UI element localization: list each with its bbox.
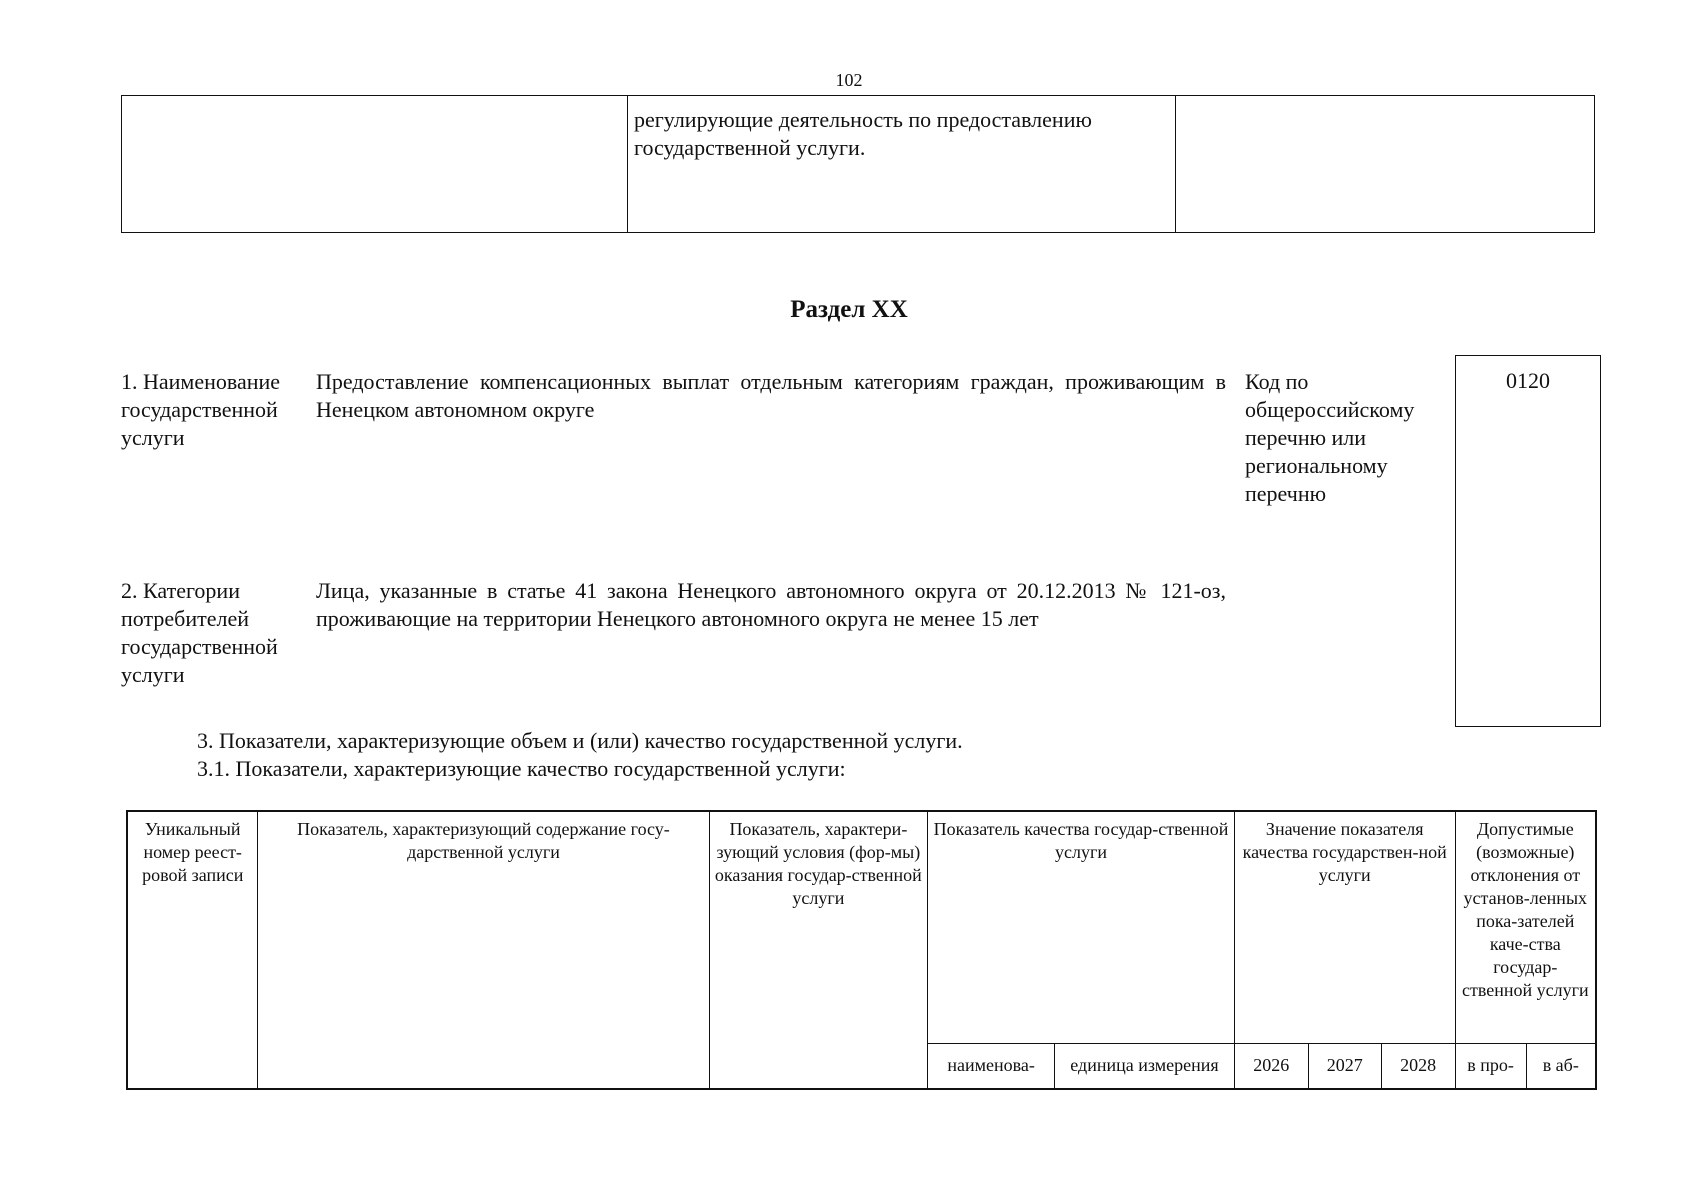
subheader-year-2026: 2026: [1234, 1043, 1308, 1089]
subheader-percent: в про-: [1455, 1043, 1526, 1089]
continuation-cell-empty-right: [1178, 96, 1594, 232]
subheader-name: наименова-: [928, 1043, 1055, 1089]
code-label: Код по общероссийскому перечню или региональному перечню: [1245, 369, 1415, 506]
subheader-year-2027: 2027: [1308, 1043, 1381, 1089]
quality-indicators-table: [126, 810, 1597, 1090]
page-number: 102: [835, 70, 863, 90]
header-content-indicator: Показатель, характеризующий содержание госу-дарственной услуги: [258, 811, 709, 1089]
header-quality-value: Значение показателя качества государствен-ной услуги: [1234, 811, 1455, 1043]
header-deviations: Допустимые (возможные) отклонения от установ-ленных пока-зателей каче-ства государ-ственной услуги: [1455, 811, 1596, 1043]
paragraph-3-1: 3.1. Показатели, характеризующие качество государственной услуги:: [197, 756, 846, 781]
subheader-absolute: в аб-: [1526, 1043, 1596, 1089]
continuation-cell-empty-left: [122, 96, 628, 232]
section-title: Раздел XX: [790, 296, 908, 323]
paragraph-3: 3. Показатели, характеризующие объем и (или) качество государственной услуги.: [197, 728, 963, 753]
service-name-value: Предоставление компенсационных выплат отдельным категориям граждан, проживающим в Ненецком автономном округе: [316, 369, 1226, 422]
header-registry-number: Уникальный номер реест-ровой записи: [127, 811, 258, 1089]
consumers-label: 2. Категории потребителей государственной услуги: [121, 578, 278, 687]
service-name-label: 1. Наименование государственной услуги: [121, 369, 281, 450]
continuation-cell-text: регулирующие деятельность по предоставлению государственной услуги.: [628, 96, 1176, 232]
subheader-year-2028: 2028: [1381, 1043, 1455, 1089]
consumers-value: Лица, указанные в статье 41 закона Ненецкого автономного округа от 20.12.2013 № 121-оз, проживающие на территории Ненецкого автономного округа не менее 15 лет: [316, 578, 1226, 631]
continuation-table: [121, 95, 1595, 233]
code-value: 0120: [1506, 368, 1550, 393]
code-box: [1455, 355, 1601, 727]
subheader-unit: единица измерения: [1055, 1043, 1235, 1089]
header-quality-indicator: Показатель качества государ-ственной услуги: [928, 811, 1235, 1043]
header-conditions-indicator: Показатель, характери-зующий условия (фор-мы) оказания государ-ственной услуги: [709, 811, 928, 1089]
